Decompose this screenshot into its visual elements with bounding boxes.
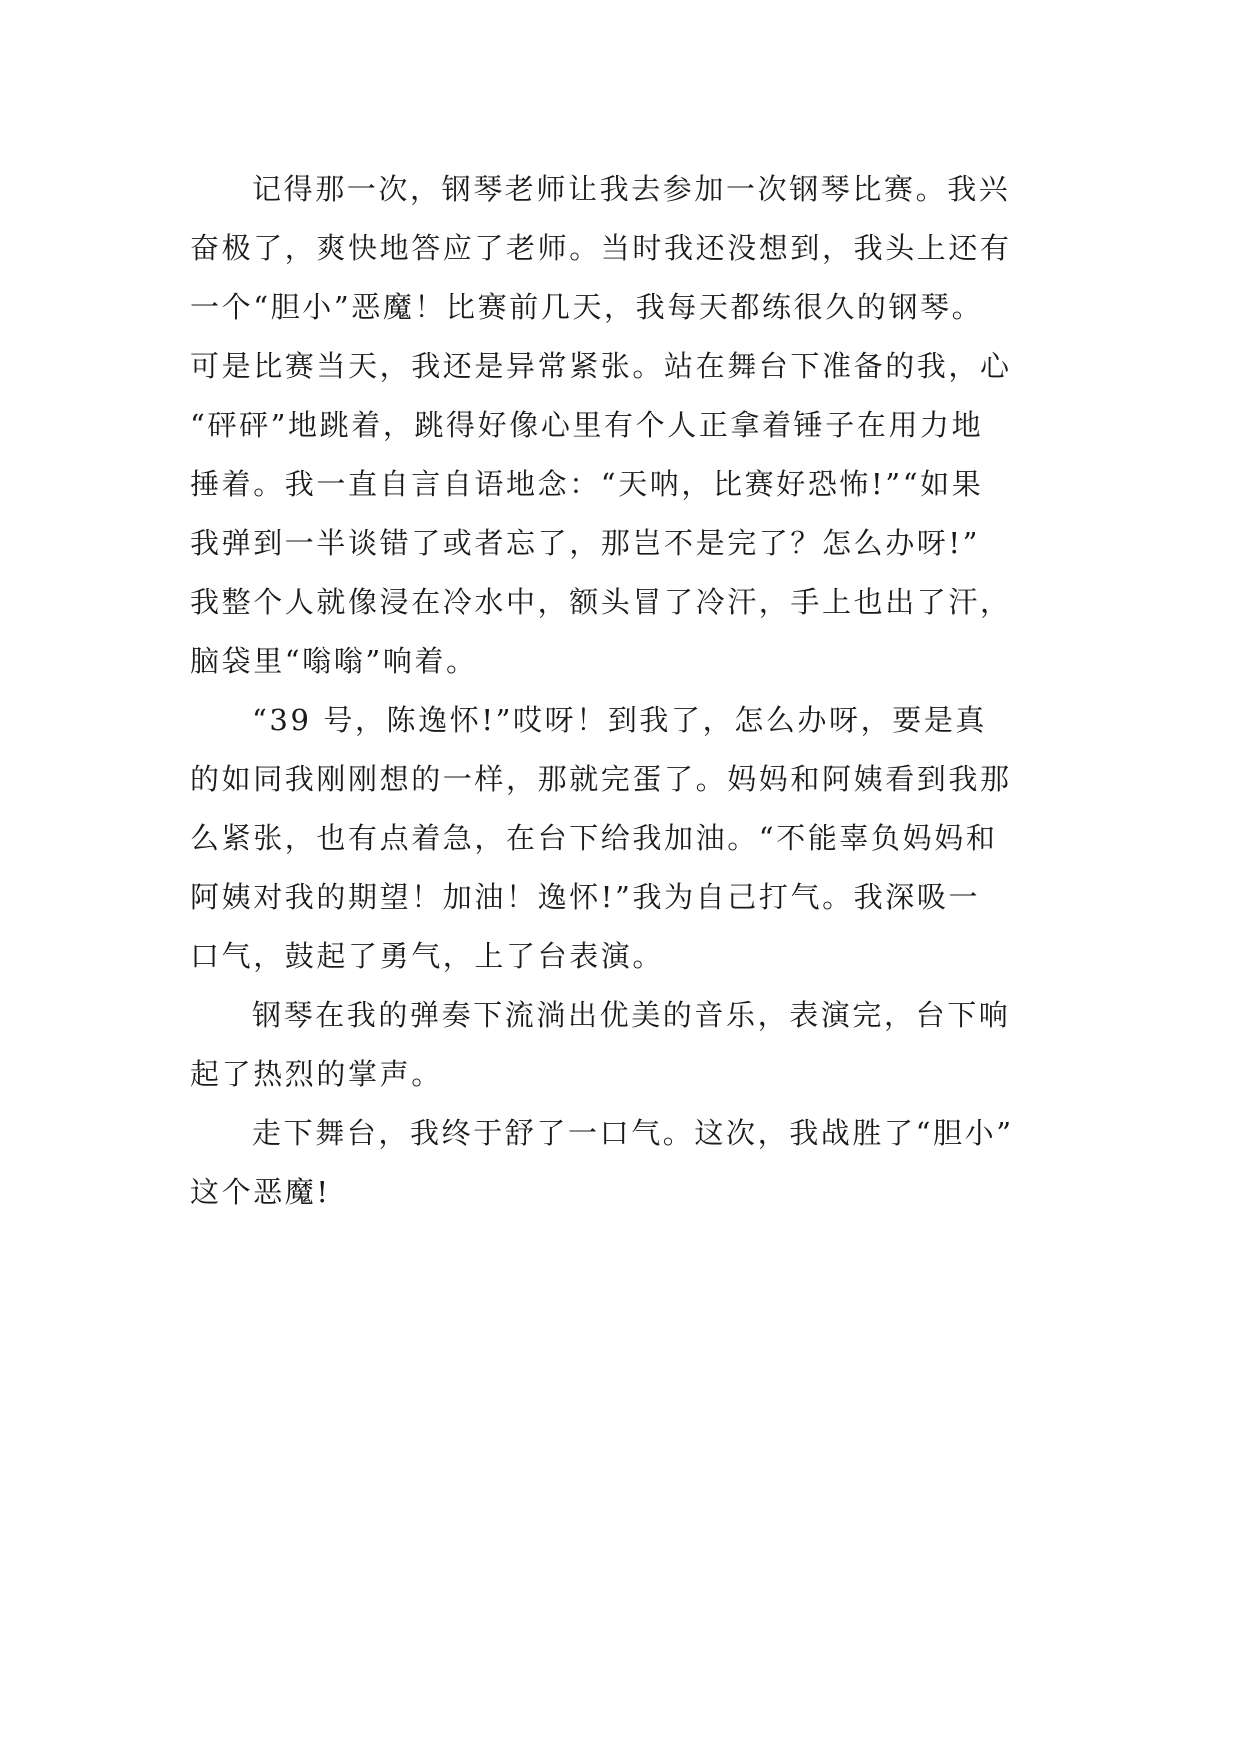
text-line: “39 号，陈逸怀!”哎呀！到我了，怎么办呀，要是真 [252, 703, 988, 737]
text-line: 么紧张，也有点着急，在台下给我加油。“不能辜负妈妈和 [190, 821, 998, 855]
essay-body [190, 160, 1070, 1222]
text-line: 奋极了，爽快地答应了老师。当时我还没想到，我头上还有 [190, 231, 1012, 265]
text-line: 走下舞台，我终于舒了一口气。这次，我战胜了“胆小” [252, 1116, 1014, 1150]
text-line: 口气，鼓起了勇气，上了台表演。 [190, 939, 665, 973]
text-line: 捶着。我一直自言自语地念：“天呐，比赛好恐怖!”“如果 [190, 467, 984, 501]
text-line: 记得那一次，钢琴老师让我去参加一次钢琴比赛。我兴 [252, 172, 1011, 206]
text-line: 的如同我刚刚想的一样，那就完蛋了。妈妈和阿姨看到我那 [190, 762, 1012, 796]
text-line: 这个恶魔! [190, 1175, 331, 1209]
text-line: 阿姨对我的期望！加油！逸怀!”我为自己打气。我深吸一 [190, 880, 981, 914]
text-line: 脑袋里“嗡嗡”响着。 [190, 644, 478, 678]
text-line: 可是比赛当天，我还是异常紧张。站在舞台下准备的我，心 [190, 349, 1012, 383]
text-line: 钢琴在我的弹奏下流淌出优美的音乐，表演完，台下响 [252, 998, 1011, 1032]
text-line: 起了热烈的掌声。 [190, 1057, 443, 1091]
text-line: 我弹到一半谈错了或者忘了，那岂不是完了？怎么办呀!” [190, 526, 981, 560]
text-line: 一个“胆小”恶魔！比赛前几天，我每天都练很久的钢琴。 [190, 290, 984, 324]
text-line: “砰砰”地跳着，跳得好像心里有个人正拿着锤子在用力地 [190, 408, 984, 442]
text-line: 我整个人就像浸在冷水中，额头冒了冷汗，手上也出了汗， [190, 585, 1012, 619]
